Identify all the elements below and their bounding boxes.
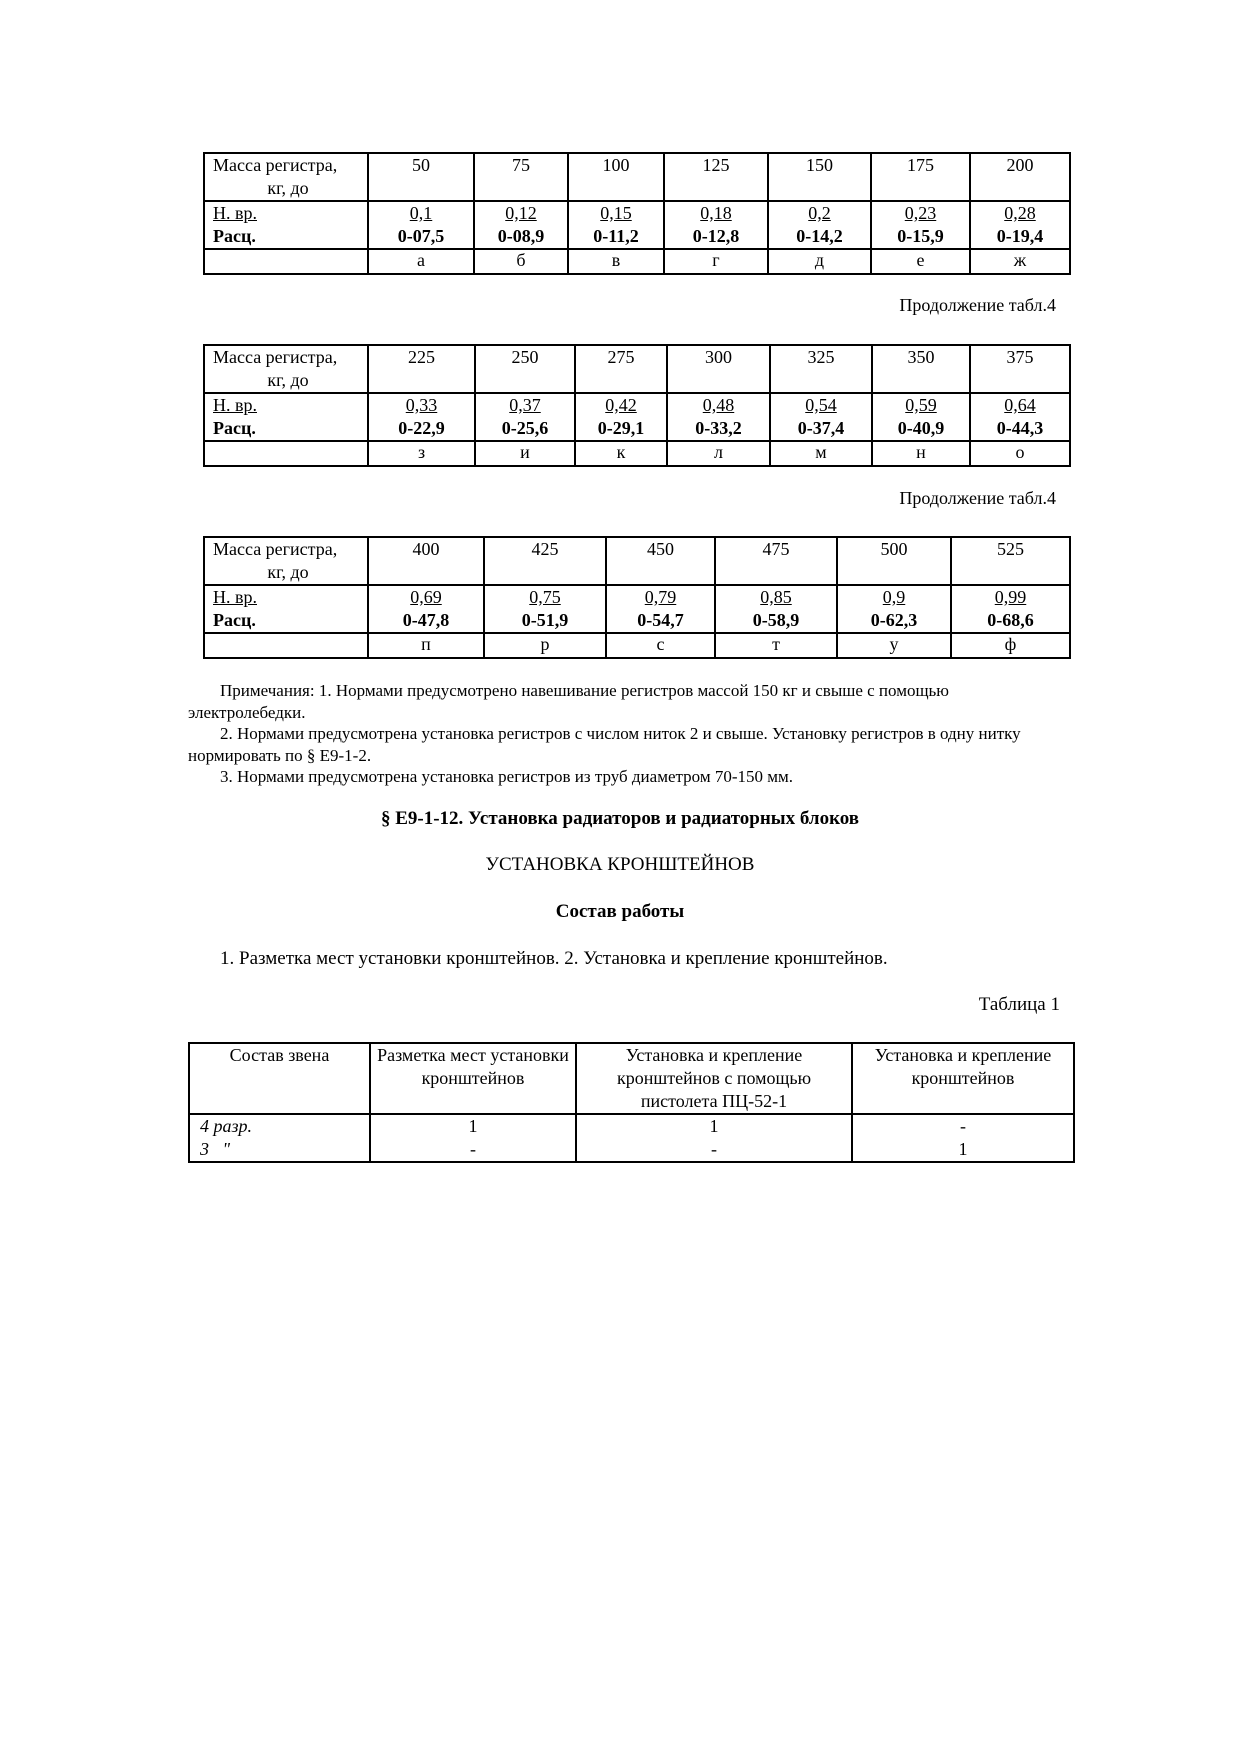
hvr-value: 0,28 bbox=[1004, 203, 1036, 223]
column-letter: к bbox=[575, 441, 667, 466]
crew-table-body bbox=[189, 1114, 1074, 1162]
table-continuation-caption: Продолжение табл.4 bbox=[899, 488, 1056, 508]
crew-grade: 4 разр. bbox=[200, 1116, 253, 1136]
hvr-label: Н. вр. bbox=[213, 203, 257, 223]
column-letter: д bbox=[768, 249, 871, 274]
mass-value: 525 bbox=[951, 537, 1070, 585]
mass-unit: кг, до bbox=[267, 178, 309, 198]
rasc-value: 0-12,8 bbox=[692, 226, 740, 246]
mass-value: 100 bbox=[568, 153, 664, 201]
crew-table-header bbox=[189, 1043, 1074, 1114]
cell-value: - bbox=[470, 1139, 476, 1159]
mass-unit: кг, до bbox=[267, 370, 309, 390]
hvr-label: Н. вр. bbox=[213, 395, 257, 415]
column-letter: о bbox=[970, 441, 1070, 466]
cell-value: - bbox=[711, 1139, 717, 1159]
table1-caption: Таблица 1 bbox=[978, 994, 1060, 1015]
cell-value: - bbox=[960, 1116, 966, 1136]
mass-unit: кг, до bbox=[267, 562, 309, 582]
rasc-value: 0-33,2 bbox=[695, 418, 742, 438]
hvr-value: 0,69 bbox=[410, 587, 442, 607]
mass-value: 350 bbox=[872, 345, 970, 393]
column-letter: ж bbox=[970, 249, 1070, 274]
rasc-label: Расц. bbox=[213, 610, 256, 630]
hvr-value: 0,1 bbox=[409, 203, 433, 223]
column-letter: р bbox=[484, 633, 606, 658]
hvr-value: 0,23 bbox=[904, 203, 937, 223]
mass-value: 75 bbox=[474, 153, 568, 201]
rasc-value: 0-44,3 bbox=[996, 418, 1044, 438]
hvr-value: 0,85 bbox=[760, 587, 792, 607]
note-2: 2. Нормами предусмотрена установка регистров с числом ниток 2 и свыше. Установку регистров в одну нитку нормировать по § Е9-1-2. bbox=[188, 724, 1021, 765]
rasc-value: 0-51,9 bbox=[521, 610, 569, 630]
cell-value: 1 bbox=[468, 1116, 478, 1136]
work-text: 1. Разметка мест установки кронштейнов. 2. Установка и крепление кронштейнов. bbox=[220, 948, 888, 969]
crew-table bbox=[188, 1042, 1075, 1163]
column-letter: л bbox=[667, 441, 770, 466]
hvr-value: 0,54 bbox=[805, 395, 837, 415]
mass-value: 250 bbox=[475, 345, 575, 393]
column-letter: б bbox=[474, 249, 568, 274]
rasc-value: 0-25,6 bbox=[501, 418, 549, 438]
column-letter: а bbox=[368, 249, 474, 274]
mass-value: 475 bbox=[715, 537, 837, 585]
rasc-value: 0-29,1 bbox=[597, 418, 645, 438]
mass-value: 175 bbox=[871, 153, 970, 201]
mass-value: 450 bbox=[606, 537, 715, 585]
rasc-value: 0-68,6 bbox=[987, 610, 1034, 630]
hvr-value: 0,99 bbox=[994, 587, 1027, 607]
mass-value: 50 bbox=[368, 153, 474, 201]
header-cell: Установка и крепление кронштейнов bbox=[852, 1043, 1074, 1114]
mass-label: Масса регистра, bbox=[213, 539, 338, 559]
column-letter: у bbox=[837, 633, 951, 658]
mass-label: Масса регистра, bbox=[213, 347, 338, 367]
rasc-value: 0-15,9 bbox=[897, 226, 944, 246]
column-letter: ф bbox=[951, 633, 1070, 658]
mass-value: 400 bbox=[368, 537, 484, 585]
rasc-value: 0-08,9 bbox=[497, 226, 545, 246]
mass-value: 125 bbox=[664, 153, 768, 201]
section-title: § Е9-1-12. Установка радиаторов и радиаторных блоков bbox=[380, 808, 860, 829]
hvr-value: 0,33 bbox=[405, 395, 438, 415]
column-letter: м bbox=[770, 441, 872, 466]
rasc-value: 0-22,9 bbox=[398, 418, 445, 438]
hvr-value: 0,42 bbox=[605, 395, 637, 415]
header-cell: Разметка мест установки кронштейнов bbox=[370, 1043, 576, 1114]
hvr-value: 0,2 bbox=[808, 203, 831, 223]
column-letter: п bbox=[368, 633, 484, 658]
mass-value: 425 bbox=[484, 537, 606, 585]
column-letter: н bbox=[872, 441, 970, 466]
hvr-value: 0,37 bbox=[509, 395, 541, 415]
column-letter: и bbox=[475, 441, 575, 466]
rasc-value: 0-62,3 bbox=[870, 610, 918, 630]
norm-table bbox=[203, 344, 1071, 467]
mass-value: 225 bbox=[368, 345, 475, 393]
subsection-title: УСТАНОВКА КРОНШТЕЙНОВ bbox=[485, 854, 755, 875]
hvr-value: 0,18 bbox=[700, 203, 732, 223]
cell-value: 1 bbox=[709, 1116, 719, 1136]
note-3: 3. Нормами предусмотрена установка регистров из труб диаметром 70-150 мм. bbox=[220, 767, 794, 786]
column-letter: с bbox=[606, 633, 715, 658]
rasc-value: 0-58,9 bbox=[752, 610, 800, 630]
mass-value: 300 bbox=[667, 345, 770, 393]
mass-value: 150 bbox=[768, 153, 871, 201]
mass-value: 275 bbox=[575, 345, 667, 393]
note-1: Примечания: 1. Нормами предусмотрено навешивание регистров массой 150 кг и свыше с помощью электролебедки. bbox=[188, 681, 949, 722]
hvr-value: 0,59 bbox=[905, 395, 937, 415]
rasc-value: 0-54,7 bbox=[637, 610, 684, 630]
column-letter: е bbox=[871, 249, 970, 274]
norm-table bbox=[203, 152, 1071, 275]
hvr-value: 0,75 bbox=[529, 587, 561, 607]
mass-value: 200 bbox=[970, 153, 1070, 201]
rasc-value: 0-40,9 bbox=[897, 418, 945, 438]
cell-value: 1 bbox=[958, 1139, 968, 1159]
column-letter: в bbox=[568, 249, 664, 274]
hvr-value: 0,9 bbox=[882, 587, 906, 607]
hvr-value: 0,15 bbox=[600, 203, 632, 223]
rasc-value: 0-07,5 bbox=[397, 226, 445, 246]
hvr-value: 0,79 bbox=[644, 587, 677, 607]
mass-value: 325 bbox=[770, 345, 872, 393]
rasc-value: 0-11,2 bbox=[593, 226, 639, 246]
rasc-value: 0-19,4 bbox=[996, 226, 1044, 246]
hvr-value: 0,64 bbox=[1004, 395, 1036, 415]
crew-grade: 3 " bbox=[200, 1139, 231, 1159]
header-cell: Установка и крепление кронштейнов с помощью пистолета ПЦ-52-1 bbox=[576, 1043, 852, 1114]
header-cell: Состав звена bbox=[189, 1043, 370, 1114]
mass-label: Масса регистра, bbox=[213, 155, 338, 175]
mass-value: 500 bbox=[837, 537, 951, 585]
column-letter: г bbox=[664, 249, 768, 274]
column-letter: з bbox=[368, 441, 475, 466]
norm-table bbox=[203, 536, 1071, 659]
rasc-value: 0-37,4 bbox=[797, 418, 845, 438]
rasc-label: Расц. bbox=[213, 226, 256, 246]
rasc-value: 0-14,2 bbox=[796, 226, 843, 246]
hvr-label: Н. вр. bbox=[213, 587, 257, 607]
table-continuation-caption: Продолжение табл.4 bbox=[899, 295, 1056, 315]
hvr-value: 0,48 bbox=[702, 395, 735, 415]
column-letter: т bbox=[715, 633, 837, 658]
hvr-value: 0,12 bbox=[505, 203, 537, 223]
work-title: Состав работы bbox=[555, 901, 685, 922]
rasc-value: 0-47,8 bbox=[402, 610, 450, 630]
notes bbox=[188, 680, 1068, 788]
rasc-label: Расц. bbox=[213, 418, 256, 438]
mass-value: 375 bbox=[970, 345, 1070, 393]
